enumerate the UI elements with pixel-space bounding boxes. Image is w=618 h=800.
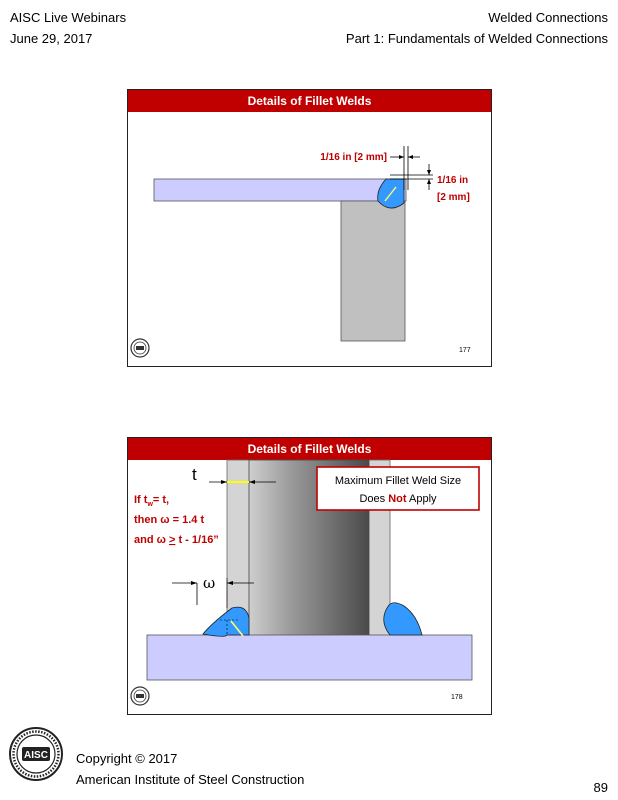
page-number: 89	[593, 780, 608, 795]
slide-title: Details of Fillet Welds	[128, 90, 491, 112]
aisc-seal-icon	[131, 339, 149, 357]
condition-line-2: then ω = 1.4 t	[134, 514, 205, 526]
slide-177-diagram	[128, 90, 491, 366]
omega-label: ω	[203, 574, 216, 592]
right-fillet-weld	[384, 603, 422, 635]
svg-text:AISC: AISC	[24, 750, 48, 761]
dim-label-vertical-2: [2 mm]	[437, 192, 470, 203]
header-left-date: June 29, 2017	[10, 31, 93, 46]
condition-line-1: If $t_w= t$,	[134, 494, 170, 508]
t-label: t	[192, 465, 197, 484]
header-right-subtitle: Part 1: Fundamentals of Welded Connections	[345, 31, 608, 46]
vertical-plate	[341, 201, 405, 341]
footer-org: American Institute of Steel Construction	[76, 772, 305, 787]
slide-178	[127, 437, 492, 715]
aisc-seal-icon	[131, 687, 149, 705]
slide-177	[127, 89, 492, 367]
horizontal-plate	[154, 179, 406, 201]
slide-178-diagram	[128, 438, 491, 714]
note-line-2: Does Not Apply	[359, 493, 437, 505]
base-plate	[147, 635, 472, 680]
slide-number: 177	[459, 347, 471, 354]
footer-copyright: Copyright © 2017	[76, 751, 178, 766]
aisc-logo-icon	[8, 726, 64, 782]
left-fillet-weld	[203, 607, 249, 636]
slide-title: Details of Fillet Welds	[128, 438, 491, 460]
note-line-1: Maximum Fillet Weld Size	[334, 475, 462, 487]
slide-number: 178	[451, 694, 463, 701]
header-left-title: AISC Live Webinars	[10, 10, 127, 25]
dim-label-horizontal: 1/16 in [2 mm]	[320, 152, 387, 163]
condition-line-3: and ω > t - 1/16”	[134, 534, 219, 546]
dim-label-vertical-1: 1/16 in	[437, 175, 469, 186]
header-right-title: Welded Connections	[488, 10, 608, 25]
